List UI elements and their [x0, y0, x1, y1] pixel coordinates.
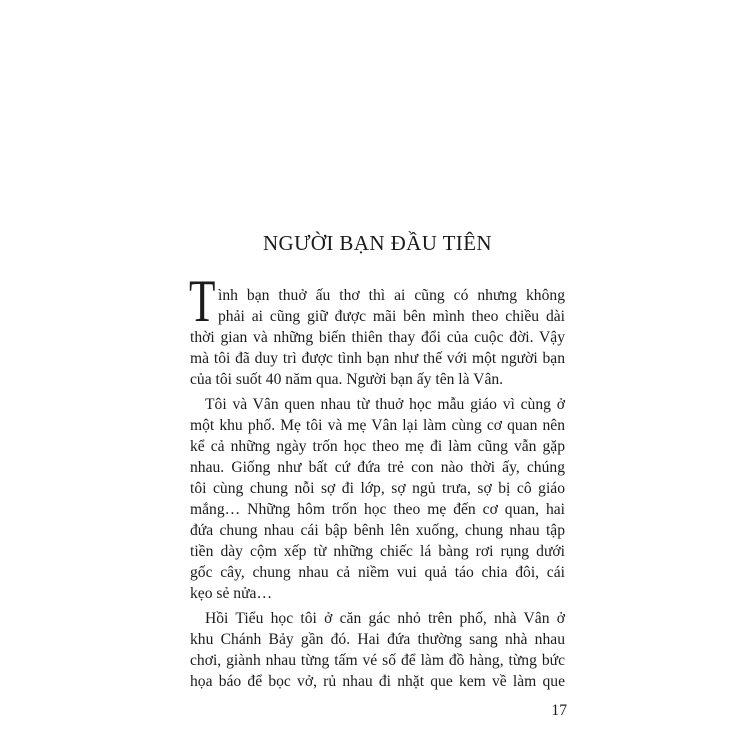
- text-line: chơi, giành nhau từng tấm vé số để làm đồ hàng, từng bức: [190, 651, 565, 669]
- text-line: mắng… Những hôm trốn học theo mẹ đến cơ quan, hai: [190, 500, 565, 518]
- text-line: Tôi và Vân quen nhau từ thuở học mẫu giáo vì cùng ở: [205, 395, 565, 413]
- text-line: ình bạn thuở ấu thơ thì ai cũng có nhưng không: [218, 286, 565, 304]
- text-line: Hồi Tiểu học tôi ở căn gác nhỏ trên phố, nhà Vân ở: [205, 609, 565, 627]
- text-line: phải ai cũng giữ được mãi bên mình theo chiều dài: [218, 307, 565, 325]
- text-line: mà tôi đã duy trì được tình bạn như thế với một người bạn: [190, 349, 565, 367]
- page-number: 17: [551, 702, 567, 719]
- text-line: gốc cây, chung nhau cả niềm vui quả táo chia đôi, cái: [190, 563, 565, 581]
- text-line: kẹo sẻ nửa…: [190, 584, 273, 602]
- text-line: họa báo để bọc vở, rủ nhau đi nhặt que kem về làm que: [190, 672, 565, 690]
- drop-cap: T: [189, 268, 216, 334]
- text-line: của tôi suốt 40 năm qua. Người bạn ấy tên là Vân.: [190, 370, 504, 388]
- text-line: khu Chánh Bảy gần đó. Hai đứa thường sang nhà nhau: [190, 630, 565, 648]
- text-line: nhau. Giống như bất cứ đứa trẻ con nào thời ấy, chúng: [190, 458, 565, 476]
- chapter-title: NGƯỜI BẠN ĐẦU TIÊN: [262, 231, 492, 255]
- text-line: thời gian và những biến thiên thay đổi của cuộc đời. Vậy: [190, 328, 565, 346]
- text-line: một khu phố. Mẹ tôi và mẹ Vân lại làm cùng cơ quan nên: [190, 416, 565, 434]
- text-line: tôi cùng chung nỗi sợ đi lớp, sợ ngủ trưa, sợ bị cô giáo: [190, 479, 565, 497]
- text-line: đứa chung nhau cái bập bênh lên xuống, chung nhau tập: [190, 521, 565, 539]
- text-line: tiền dày cộm xếp từ những chiếc lá bàng rơi rụng dưới: [190, 542, 565, 560]
- text-line: kể cả những ngày trốn học theo mẹ đi làm cũng vẫn gặp: [190, 437, 565, 455]
